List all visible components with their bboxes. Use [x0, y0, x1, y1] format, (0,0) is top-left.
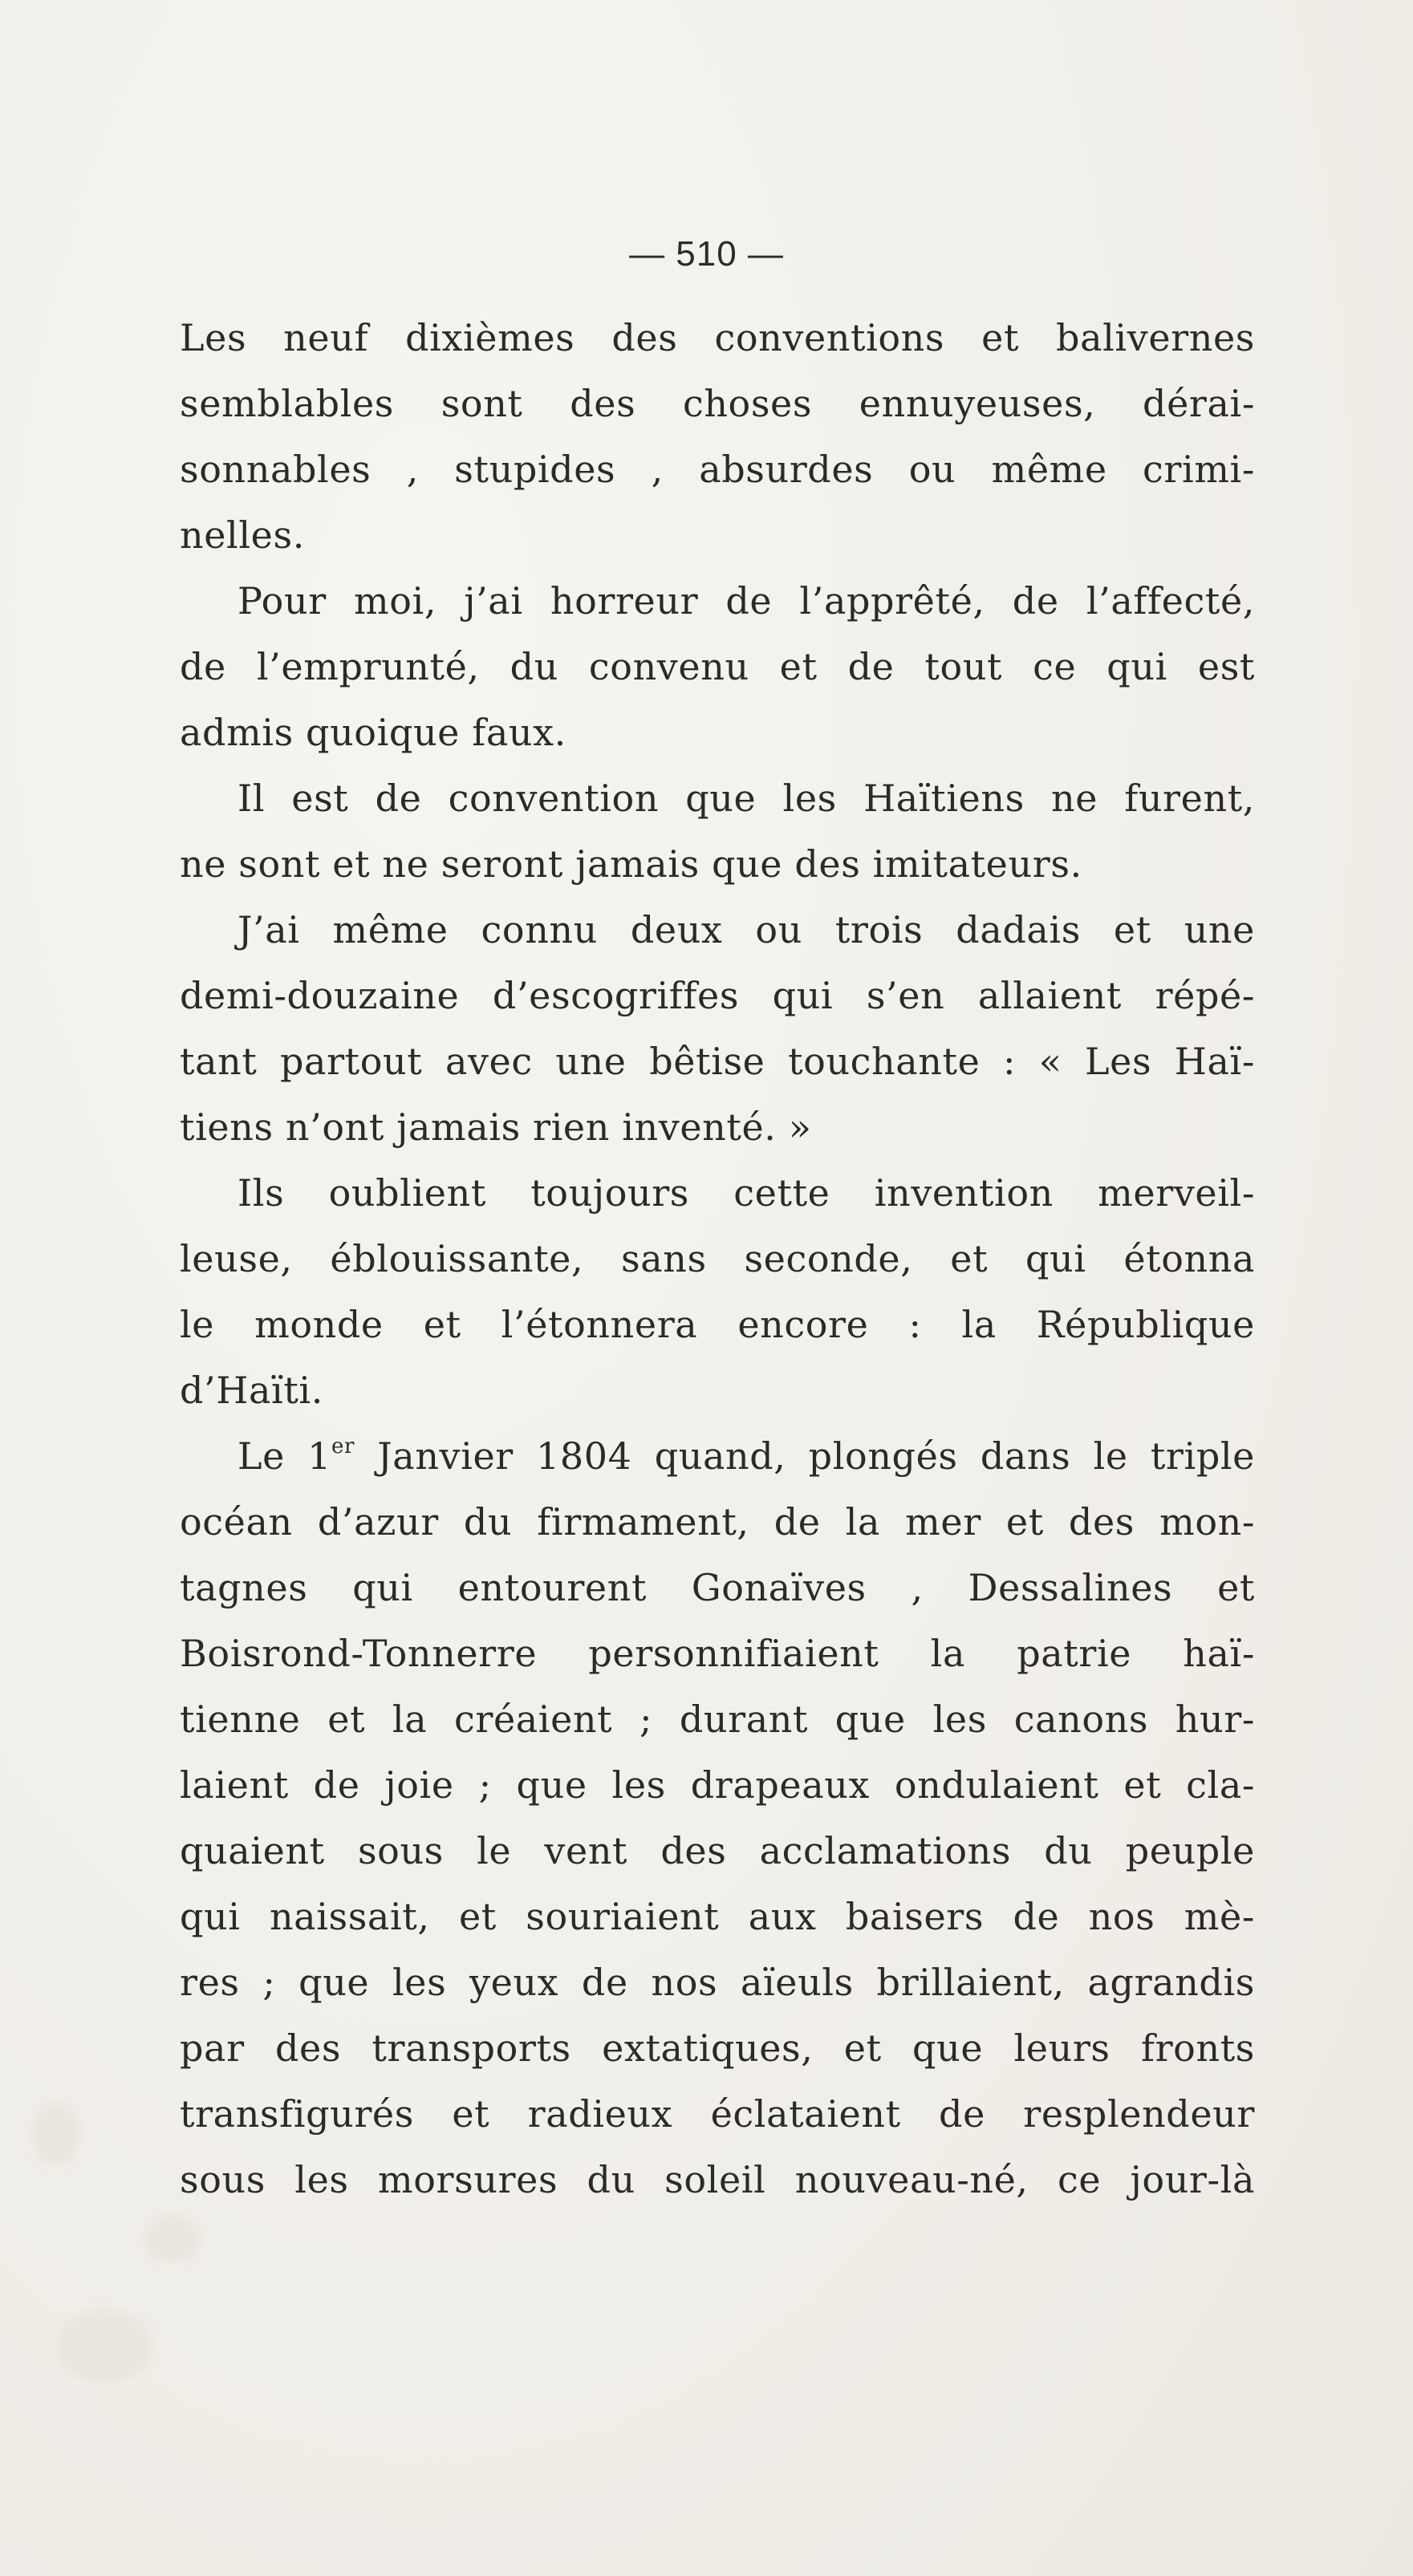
page-number: — 510 —	[629, 234, 784, 274]
paper-stain	[144, 2214, 201, 2262]
paper-stain	[56, 2310, 152, 2383]
text-line: admis quoique faux.	[180, 711, 566, 754]
text-line: Boisrond-Tonnerre personnifiaient la patrie haï-	[180, 1632, 1255, 1675]
text-line: Il est de convention que les Haïtiens ne furent,	[238, 777, 1255, 820]
text-line: océan d’azur du firmament, de la mer et des mon-	[180, 1500, 1255, 1544]
text-line: sonnables , stupides , absurdes ou même crimi-	[180, 448, 1255, 491]
text-line: laient de joie ; que les drapeaux ondulaient et cla-	[180, 1763, 1255, 1807]
body-text	[180, 305, 1255, 2213]
text-line: tienne et la créaient ; durant que les canons hur-	[180, 1698, 1255, 1741]
text-line: res ; que les yeux de nos aïeuls brillaient, agrandis	[180, 1961, 1255, 2004]
text-line: par des transports extatiques, et que leurs fronts	[180, 2026, 1255, 2070]
text-line: qui naissait, et souriaient aux baisers de nos mè-	[180, 1895, 1255, 1938]
text-line: tagnes qui entourent Gonaïves , Dessalines et	[180, 1566, 1255, 1609]
line-prefix: Le 1	[238, 1434, 332, 1478]
paper-stain	[32, 2102, 80, 2166]
text-line: Ils oublient toujours cette invention merveil-	[238, 1171, 1255, 1215]
text-line: J’ai même connu deux ou trois dadais et une	[238, 908, 1255, 951]
text-line: Les neuf dixièmes des conventions et balivernes	[180, 316, 1255, 359]
text-line: quaient sous le vent des acclamations du peuple	[180, 1829, 1255, 1872]
text-line: demi-douzaine d’escogriffes qui s’en allaient répé-	[180, 974, 1255, 1017]
text-line: tiens n’ont jamais rien inventé. »	[180, 1105, 812, 1149]
text-line: ne sont et ne seront jamais que des imitateurs.	[180, 842, 1082, 886]
line-rest: Janvier 1804 quand, plongés dans le triple	[377, 1434, 1256, 1478]
text-line: leuse, éblouissante, sans seconde, et qui étonna	[180, 1237, 1255, 1280]
text-line: tant partout avec une bêtise touchante : « Les Haï-	[180, 1040, 1255, 1083]
text-line: nelles.	[180, 513, 305, 557]
text-line: de l’emprunté, du convenu et de tout ce qui est	[180, 645, 1255, 688]
ordinal-superscript: er	[331, 1434, 355, 1458]
text-line: le monde et l’étonnera encore : la République	[180, 1303, 1255, 1346]
text-line	[180, 1423, 1255, 1489]
text-line: Pour moi, j’ai horreur de l’apprêté, de l’affecté,	[238, 579, 1255, 623]
text-line: d’Haïti.	[180, 1369, 323, 1412]
text-line: semblables sont des choses ennuyeuses, dérai-	[180, 382, 1255, 425]
text-line: transfigurés et radieux éclataient de resplendeur	[180, 2092, 1255, 2136]
text-line: sous les morsures du soleil nouveau-né, ce jour-là	[180, 2158, 1255, 2201]
